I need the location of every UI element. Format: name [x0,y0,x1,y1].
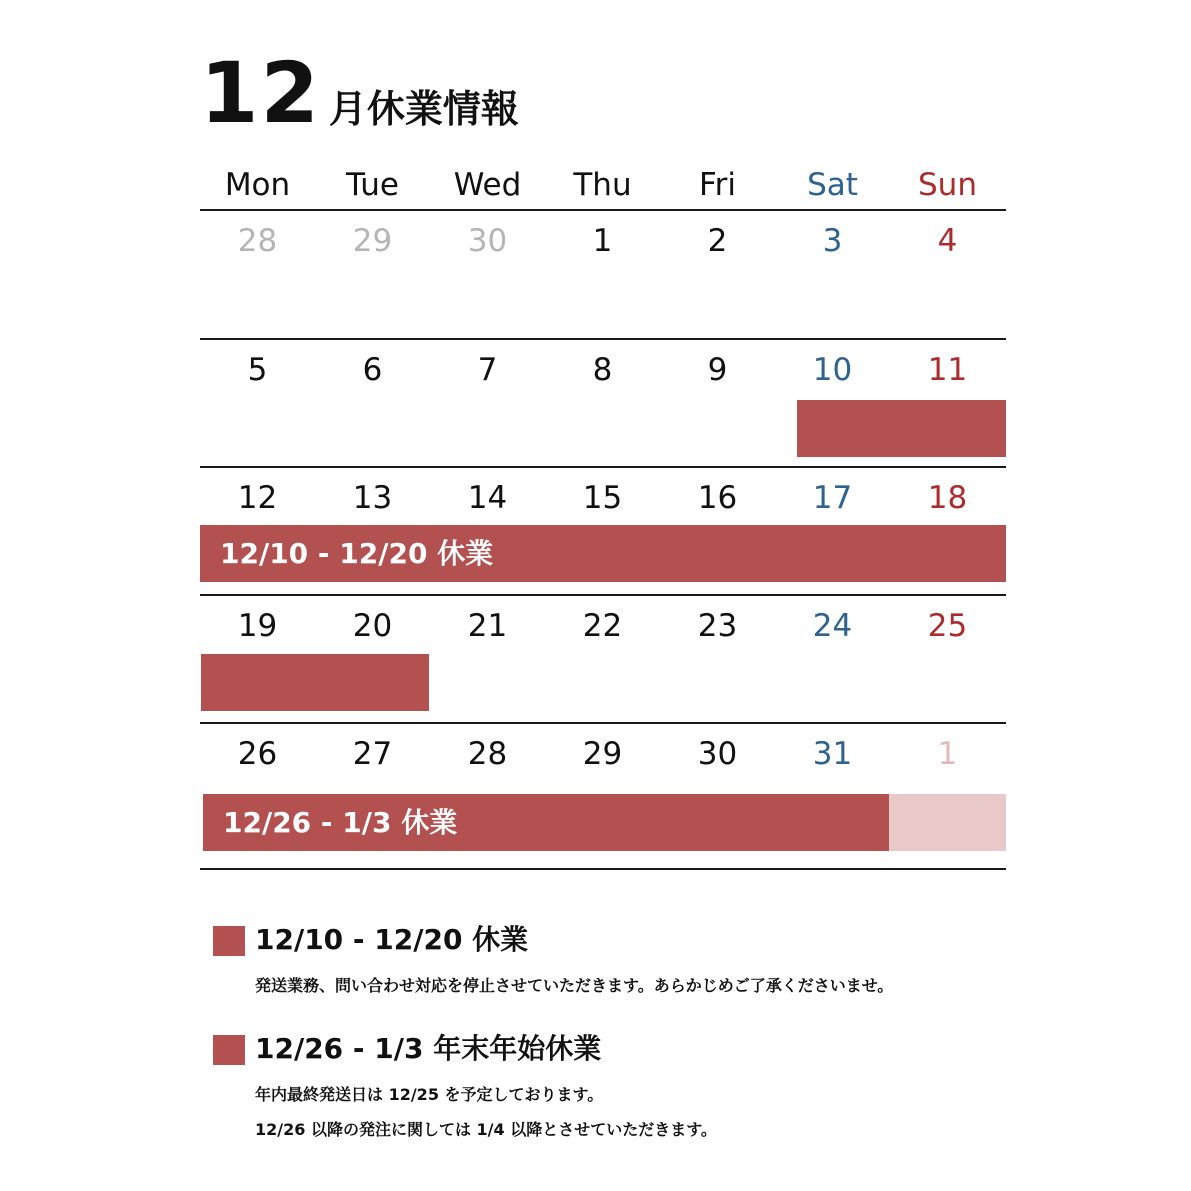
closure-bar [201,654,429,711]
legend-note: 発送業務、問い合わせ対応を停止させていただきます。あらかじめご了承くださいませ。 [255,976,894,995]
calendar-day: 30 [697,736,738,772]
calendar-day: 28 [467,736,508,772]
calendar-day: 23 [697,608,738,644]
legend-title: 12/26 - 1/3 年末年始休業 [255,1032,602,1065]
calendar-day: 1 [592,223,613,259]
calendar-day: 22 [582,608,623,644]
calendar-day: 12 [237,480,278,516]
calendar-day: 29 [582,736,623,772]
calendar-day-saturday: 24 [812,608,853,644]
weekday-header [200,160,1006,210]
calendar-day: 14 [467,480,508,516]
calendar [200,160,1006,872]
legend-swatch [213,1035,245,1065]
calendar-day: 27 [352,736,393,772]
week-row [200,468,1006,596]
calendar-day: 15 [582,480,623,516]
calendar-day: 5 [247,352,268,388]
closure-bar-label: 12/26 - 1/3 休業 [223,806,458,839]
week-row [200,211,1006,339]
calendar-day: 30 [467,223,508,259]
calendar-day-sunday: 1 [937,736,958,772]
legend-title: 12/10 - 12/20 休業 [255,923,529,956]
weekday-tue: Tue [346,167,399,203]
closure-bar [200,525,1006,582]
week-row [200,596,1006,724]
calendar-day-saturday: 10 [812,352,853,388]
calendar-day-saturday: 17 [812,480,853,516]
week-row [200,724,1006,852]
calendar-day: 16 [697,480,738,516]
divider [200,868,1006,870]
title-suffix: 月休業情報 [328,87,519,131]
weekday-sun: Sun [918,167,977,203]
calendar-day: 8 [592,352,613,388]
closure-bar [203,794,889,851]
closure-bar-label: 12/10 - 12/20 休業 [220,537,494,570]
calendar-day: 28 [237,223,278,259]
calendar-day: 26 [237,736,278,772]
calendar-day: 21 [467,608,508,644]
calendar-day: 13 [352,480,393,516]
calendar-day: 7 [477,352,498,388]
weekday-sat: Sat [807,167,858,203]
calendar-day: 29 [352,223,393,259]
calendar-day: 6 [362,352,383,388]
closure-bar [797,400,1006,457]
weekday-fri: Fri [699,167,736,203]
week-row [200,340,1006,468]
legend-swatch [213,926,245,956]
calendar-day-saturday: 3 [822,223,843,259]
calendar-day-sunday: 4 [937,223,958,259]
calendar-day: 2 [707,223,728,259]
weekday-mon: Mon [224,167,291,203]
legend-item [213,1032,1013,1145]
calendar-day: 9 [707,352,728,388]
closure-bar-next-month [889,794,1006,851]
calendar-day-saturday: 31 [812,736,853,772]
calendar-day: 19 [237,608,278,644]
legend-item [213,923,1013,996]
legend-note: 年内最終発送日は 12/25 を予定しております。 [255,1085,604,1104]
title-month: 12 [200,44,321,142]
legend-note: 12/26 以降の発注に関しては 1/4 以降とさせていただきます。 [255,1120,717,1139]
calendar-day-sunday: 18 [927,480,968,516]
page-title [200,44,519,142]
weekday-wed: Wed [453,167,522,203]
weekday-thu: Thu [573,167,632,203]
calendar-day-sunday: 11 [927,352,968,388]
calendar-day-sunday: 25 [927,608,968,644]
calendar-day: 20 [352,608,393,644]
